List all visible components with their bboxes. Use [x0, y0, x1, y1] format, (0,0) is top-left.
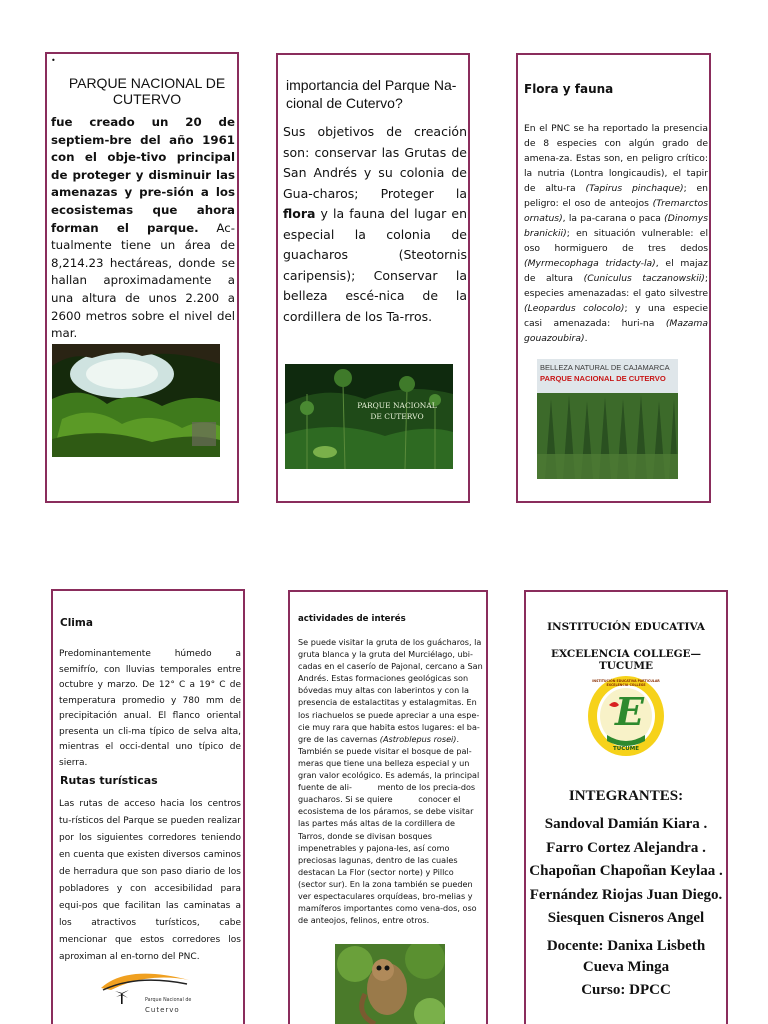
park-logo-text-1: Parque Nacional de [145, 998, 192, 1003]
park-title: PARQUE NACIONAL DE CUTERVO [68, 75, 226, 107]
routes-paragraph: Las rutas de acceso hacia los centros tu-rísticos del Parque se pueden realizar por los siguientes corredores teniendo en cuenta que existen diversos caminos de herradura que son paso diario de los pobladores y con accesibilidad para equi-pos que facilitan las caminatas a los atractivos turísticos, cabe mencionar que estos corredores los aproximan al en-torno del PNC. [59, 799, 241, 962]
climate-heading: Clima [60, 617, 93, 629]
member-name: Sandoval Damián Kiara . [544, 816, 708, 832]
intro-bold-text: fue creado un 20 de septiem-bre del año 1961 con el obje-tivo principal de proteger y disminuir las amenazas y pre-sión a los ecosistemas que ahora forman el parque. [51, 115, 235, 235]
brochure-panel-flora-fauna [516, 53, 711, 503]
climate-paragraph: Predominantemente húmedo a semifrío, con lluvias temporales entre octubre y marzo. De 12° C a 19° C de temperatura promedio y 780 mm de precipitación anual. El flanco oriental presenta un cli-ma típico de selva alta, mientras el occi-dental uno típico de sierra. [59, 649, 241, 768]
cajamarca-photo-caption-2: PARQUE NACIONAL DE CUTERVO [540, 374, 666, 383]
brochure-panel-importance [276, 53, 470, 503]
activities-paragraph: Se puede visitar la gruta de los guácharos, la gruta blanca y la gruta del Murciélago, ubi-cadas en el caserío de Pajonal, cercano a San Andrés. Estas formaciones geológicas son bóvedas muy altas con laberintos y con la presencia de estalactitas y estalagmitas. En los riachuelos se puede apreciar a una espe-cie muy rara que habita estos lugares: el ba-gre de las cavernas (Astroblepus rosei). También se puede visitar el bosque de pal-meras que tiene una belleza especial y un gran valor ecológico. Es además, la principal fuente de ali- mento de los precia-dos guacharos. Si se quiere conocer el ecosistema de los páramos, se debe visitar las partes más altas de la cordillera de Tarros, donde se divisan bosques impenetrables y pajona-les, así como preciosas lagunas, dentro de las cuales destacan La Flor (sector norte) y Pillco (sector sur). En la zona también se pueden ver espectaculares orquídeas, bro-melias y mamíferos importantes como vena-dos, oso de anteojos, felinos, entre otros. [298, 637, 483, 926]
teacher-name: Docente: Danixa Lisbeth Cueva Minga [546, 938, 706, 975]
cajamarca-forest-photo [537, 359, 678, 479]
members-list [526, 813, 726, 931]
routes-heading: Rutas turísticas [60, 774, 158, 787]
school-logo-letter: E [615, 689, 644, 734]
integrantes-label: INTEGRANTES: [568, 788, 684, 804]
flora-fauna-heading: Flora y fauna [524, 82, 614, 96]
member-name: Fernández Riojas Juan Diego. [529, 886, 723, 903]
park-logo-text-2: Cutervo [145, 1006, 180, 1014]
park-forest-photo [285, 364, 453, 469]
member-name: Siesquen Cisneros Angel [547, 910, 705, 926]
school-logo-ring-text: INSTITUCIÓN EDUCATIVA PARTICULAR EXCELENCIA COLLEGE [592, 679, 660, 687]
brochure-panel-climate [51, 589, 245, 1024]
brochure-panel-cover [524, 590, 728, 1024]
intro-paragraph [51, 114, 235, 343]
importance-paragraph: Sus objetivos de creación son: conservar las Grutas de San Andrés y su colonia de Gua-charos; Proteger la flora y la fauna del lugar en especial la colonia de guacharos (Steotornis caripensis); Conservar la belleza escé-nica de la cordillera de los Ta-rros. [283, 124, 467, 324]
bullet-mark: • [51, 56, 56, 65]
course-name: Curso: DPCC [581, 982, 671, 998]
cajamarca-photo-caption-1: BELLEZA NATURAL DE CAJAMARCA [540, 363, 670, 372]
college-name: EXCELENCIA COLLEGE—TUCUME [550, 648, 702, 672]
brochure-panel-activities [288, 590, 488, 1024]
flora-fauna-paragraph: En el PNC se ha reportado la presencia de 8 especies con algún grado de amena-za. Estas son, en peligro crítico: la nutria (Lontra longicaudis), el tapir de altu-ra (Tapirus pinchaque); en peligro: el oso de anteojos (Tremarctos ornatus), la pa-carana o paca (Dinomys branickii); en situación vulnerable: el oso hormiguero de tres dedos (Myrmecophaga tridacty-la), el majaz de altura (Cuniculus taczanowskii); especies amenazadas: el gato silvestre (Leopardus colocolo); y una especie casi amenazada: huri-na (Mazama gouazoubira). [524, 123, 708, 344]
forest-photo-caption: PARQUE NACIONAL DE CUTERVO [357, 401, 437, 421]
member-name: Farro Cortez Alejandra . [546, 839, 706, 856]
school-logo-bottom-text: TUCUME [613, 746, 639, 752]
importance-heading: importancia del Parque Na-cional de Cutervo? [286, 77, 457, 111]
intro-rest-text: Ac-tualmente tiene un área de 8,214.23 hectáreas, donde se hallan aproximadamente a una altura de unos 2.200 a 2600 metros sobre el nivel del mar. [51, 220, 236, 341]
activities-heading: actividades de interés [298, 614, 406, 624]
institution-name: INSTITUCIÓN EDUCATIVA [547, 621, 705, 633]
flora-bold-word: flora [283, 206, 316, 221]
monkey-photo [335, 944, 445, 1024]
cave-photo [52, 344, 220, 457]
park-logo [97, 966, 197, 1016]
brochure-panel-intro [45, 52, 239, 503]
member-name: Chapoñan Chapoñan Keylaa . [529, 863, 723, 879]
school-logo [585, 675, 667, 757]
